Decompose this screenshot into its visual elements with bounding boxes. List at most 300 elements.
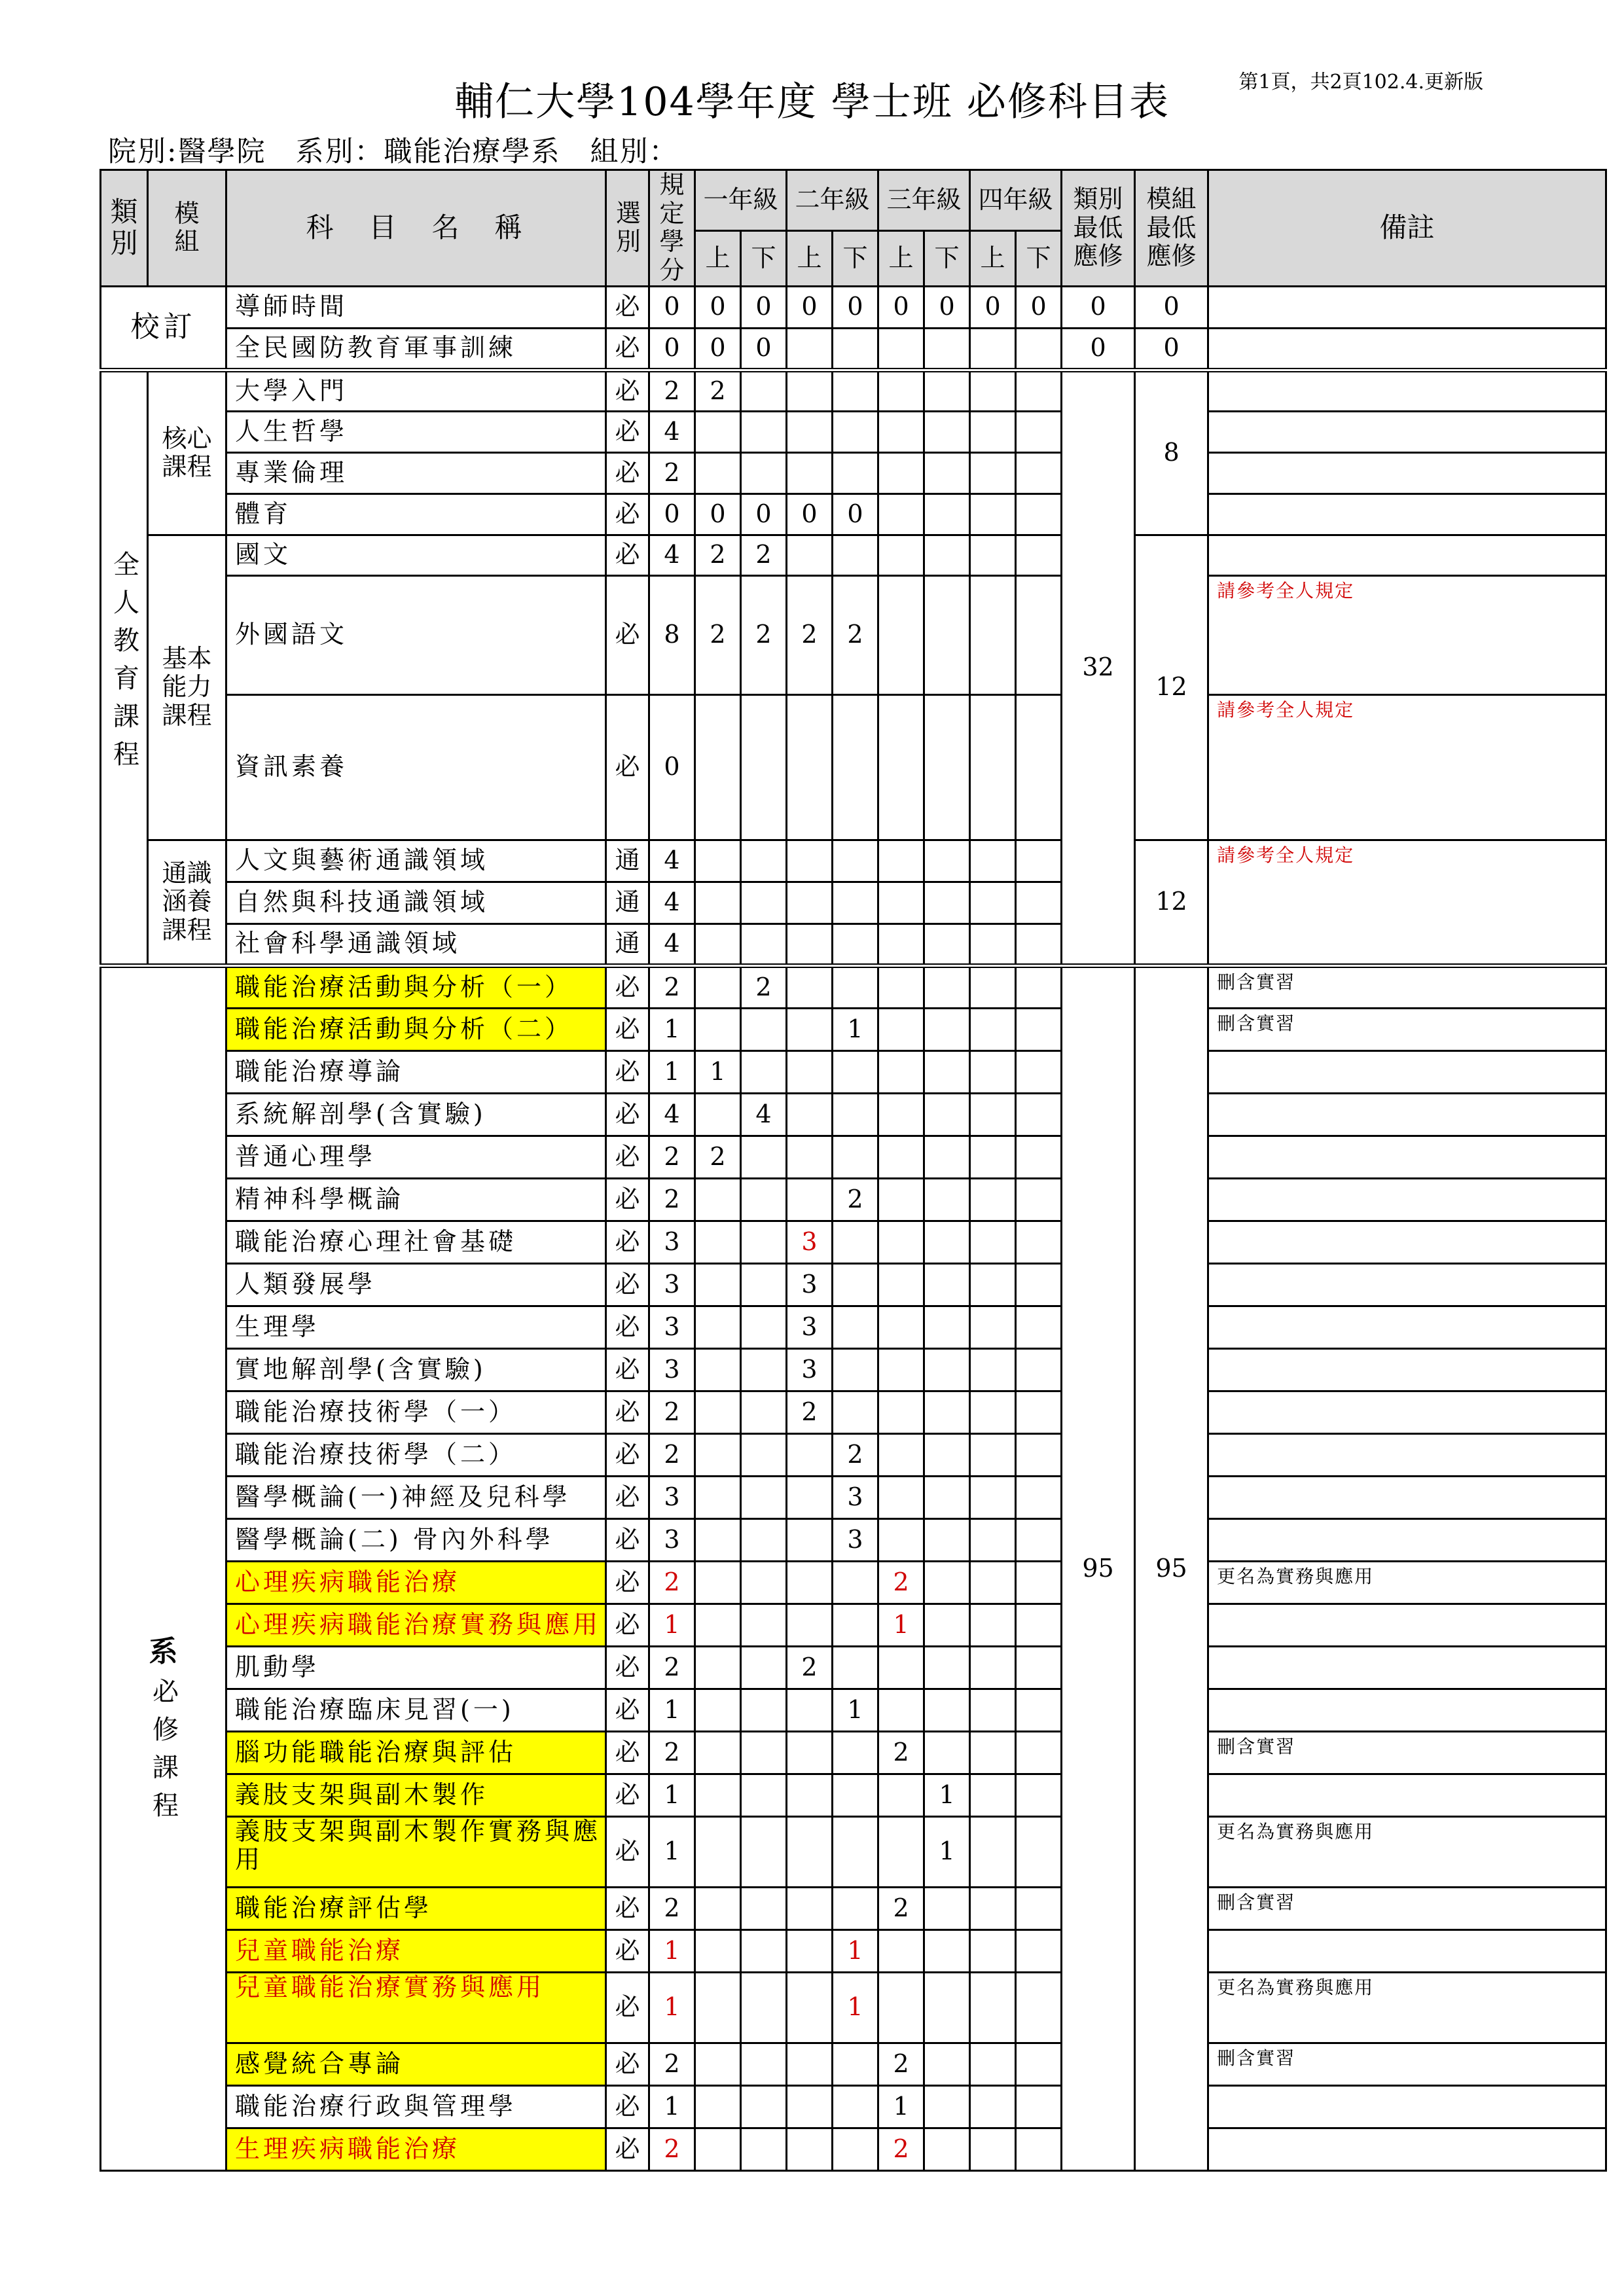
semester-7 [970, 1731, 1016, 1774]
course-credits: 2 [649, 452, 695, 493]
remark: 請參考全人規定 [1208, 694, 1606, 840]
semester-5: 2 [878, 2043, 924, 2085]
semester-8 [1016, 924, 1062, 965]
semester-8 [1016, 2085, 1062, 2128]
remark [1208, 1391, 1606, 1433]
semester-1: 2 [695, 535, 741, 575]
semester-6 [924, 1887, 970, 1929]
semester-8 [1016, 1093, 1062, 1136]
semester-4 [833, 1050, 878, 1093]
semester-3 [787, 840, 833, 882]
semester-1 [695, 1561, 741, 1604]
semester-4 [833, 1306, 878, 1348]
table-row [101, 1972, 1606, 2043]
semester-7 [970, 1476, 1016, 1518]
semester-5: 2 [878, 1561, 924, 1604]
semester-3 [787, 328, 833, 370]
semester-7 [970, 2043, 1016, 2085]
course-type: 必 [606, 1178, 649, 1221]
semester-5 [878, 1433, 924, 1476]
semester-8 [1016, 1646, 1062, 1689]
table-row [101, 1929, 1606, 1972]
semester-5 [878, 452, 924, 493]
semester-1 [695, 1476, 741, 1518]
semester-4: 3 [833, 1518, 878, 1561]
course-credits: 0 [649, 694, 695, 840]
table-row [101, 2043, 1606, 2085]
section-general-label: 全人教育課程 [109, 550, 139, 779]
semester-6 [924, 1348, 970, 1391]
course-credits: 1 [649, 1050, 695, 1093]
semester-8 [1016, 1008, 1062, 1050]
semester-8 [1016, 1561, 1062, 1604]
semester-6 [924, 694, 970, 840]
semester-5 [878, 1518, 924, 1561]
course-type: 必 [606, 575, 649, 694]
course-name: 人類發展學 [226, 1263, 606, 1306]
semester-7 [970, 1972, 1016, 2043]
remark [1208, 1929, 1606, 1972]
semester-6 [924, 493, 970, 535]
category-min: 0 [1062, 328, 1135, 370]
course-type: 必 [606, 1887, 649, 1929]
category-min: 95 [1062, 965, 1135, 2170]
course-type: 必 [606, 1306, 649, 1348]
course-credits: 3 [649, 1263, 695, 1306]
module-min: 0 [1135, 328, 1208, 370]
page-title: 輔仁大學104學年度 學士班 必修科目表 [454, 79, 1170, 125]
semester-1 [695, 1929, 741, 1972]
course-credits: 4 [649, 924, 695, 965]
semester-7 [970, 452, 1016, 493]
semester-5 [878, 965, 924, 1008]
semester-4: 3 [833, 1476, 878, 1518]
semester-6 [924, 370, 970, 411]
semester-4 [833, 370, 878, 411]
course-credits: 4 [649, 882, 695, 924]
course-name: 大學入門 [226, 370, 606, 411]
course-name: 導師時間 [226, 286, 606, 328]
remark [1208, 328, 1606, 370]
semester-1 [695, 1689, 741, 1731]
semester-7 [970, 882, 1016, 924]
course-type: 必 [606, 1518, 649, 1561]
course-credits: 0 [649, 493, 695, 535]
semester-1 [695, 1604, 741, 1646]
semester-2 [741, 1476, 787, 1518]
semester-1 [695, 411, 741, 452]
course-type: 必 [606, 1476, 649, 1518]
course-credits: 4 [649, 840, 695, 882]
table-row [101, 1476, 1606, 1518]
semester-6 [924, 1263, 970, 1306]
semester-5 [878, 1689, 924, 1731]
course-type: 必 [606, 411, 649, 452]
semester-6 [924, 1561, 970, 1604]
table-row [101, 575, 1606, 694]
semester-3 [787, 2043, 833, 2085]
course-name: 心理疾病職能治療 [226, 1561, 606, 1604]
semester-7 [970, 1518, 1016, 1561]
table-row [101, 535, 1606, 575]
semester-7 [970, 1178, 1016, 1221]
semester-6 [924, 2128, 970, 2170]
course-credits: 2 [649, 1646, 695, 1689]
course-credits: 2 [649, 2043, 695, 2085]
category-min: 0 [1062, 286, 1135, 328]
semester-3 [787, 1929, 833, 1972]
remark [1208, 1178, 1606, 1221]
semester-5 [878, 1093, 924, 1136]
semester-3 [787, 1604, 833, 1646]
header-mod-min: 模組最低應修 [1135, 170, 1208, 287]
remark [1208, 452, 1606, 493]
semester-2 [741, 1731, 787, 1774]
semester-6: 0 [924, 286, 970, 328]
semester-1 [695, 1263, 741, 1306]
semester-2 [741, 411, 787, 452]
semester-3: 0 [787, 493, 833, 535]
semester-3 [787, 1476, 833, 1518]
semester-1 [695, 1887, 741, 1929]
table-row [101, 1433, 1606, 1476]
table-row [101, 1263, 1606, 1306]
semester-8 [1016, 2128, 1062, 2170]
semester-7 [970, 535, 1016, 575]
semester-4 [833, 1263, 878, 1306]
course-type: 通 [606, 924, 649, 965]
semester-6 [924, 1008, 970, 1050]
course-type: 必 [606, 1221, 649, 1263]
course-type: 必 [606, 535, 649, 575]
semester-4 [833, 1816, 878, 1887]
semester-1 [695, 1433, 741, 1476]
table-row [101, 965, 1606, 1008]
course-type: 必 [606, 1774, 649, 1816]
table-row [101, 840, 1606, 882]
course-name: 資訊素養 [226, 694, 606, 840]
section-general [101, 370, 148, 965]
semester-2 [741, 1646, 787, 1689]
table-row [101, 2085, 1606, 2128]
semester-1 [695, 1816, 741, 1887]
semester-5 [878, 1178, 924, 1221]
course-name: 職能治療技術學（一） [226, 1391, 606, 1433]
semester-6 [924, 2085, 970, 2128]
table-row [101, 1689, 1606, 1731]
semester-5 [878, 1646, 924, 1689]
semester-7 [970, 1093, 1016, 1136]
remark [1208, 1136, 1606, 1178]
semester-1 [695, 1731, 741, 1774]
course-credits: 8 [649, 575, 695, 694]
course-credits: 3 [649, 1221, 695, 1263]
course-type: 必 [606, 370, 649, 411]
semester-1 [695, 2085, 741, 2128]
semester-7 [970, 575, 1016, 694]
course-type: 必 [606, 2043, 649, 2085]
semester-1 [695, 840, 741, 882]
course-type: 必 [606, 1816, 649, 1887]
semester-6: 1 [924, 1816, 970, 1887]
semester-2 [741, 1433, 787, 1476]
semester-3: 0 [787, 286, 833, 328]
remark: 更名為實務與應用 [1208, 1972, 1606, 2043]
semester-1: 0 [695, 328, 741, 370]
semester-8 [1016, 1306, 1062, 1348]
semester-3 [787, 1178, 833, 1221]
semester-2 [741, 1689, 787, 1731]
section-dept-label-first: 系 [149, 1634, 178, 1668]
semester-8 [1016, 1050, 1062, 1093]
header-elective: 選別 [606, 170, 649, 287]
semester-3 [787, 1774, 833, 1816]
table-row [101, 1221, 1606, 1263]
course-type: 必 [606, 1391, 649, 1433]
semester-6 [924, 2043, 970, 2085]
semester-2 [741, 1050, 787, 1093]
course-credits: 4 [649, 535, 695, 575]
table-row [101, 1136, 1606, 1178]
semester-6 [924, 882, 970, 924]
course-type: 必 [606, 2128, 649, 2170]
semester-4: 0 [833, 493, 878, 535]
course-name: 職能治療評估學 [226, 1887, 606, 1929]
semester-8 [1016, 575, 1062, 694]
remark [1208, 1689, 1606, 1731]
table-row [101, 1050, 1606, 1093]
semester-2: 0 [741, 286, 787, 328]
semester-6 [924, 1093, 970, 1136]
remark [1208, 370, 1606, 411]
semester-2 [741, 694, 787, 840]
semester-6 [924, 1604, 970, 1646]
semester-4 [833, 1604, 878, 1646]
semester-4: 0 [833, 286, 878, 328]
semester-4 [833, 1221, 878, 1263]
table-row [101, 1093, 1606, 1136]
semester-6 [924, 924, 970, 965]
course-name: 體育 [226, 493, 606, 535]
course-credits: 2 [649, 1731, 695, 1774]
course-name: 職能治療活動與分析（二） [226, 1008, 606, 1050]
semester-4 [833, 1887, 878, 1929]
course-name: 職能治療技術學（二） [226, 1433, 606, 1476]
semester-5 [878, 1391, 924, 1433]
semester-4 [833, 1391, 878, 1433]
semester-2 [741, 1887, 787, 1929]
semester-4 [833, 328, 878, 370]
remark [1208, 1093, 1606, 1136]
semester-5: 2 [878, 1887, 924, 1929]
remark: 刪含實習 [1208, 965, 1606, 1008]
semester-6 [924, 1391, 970, 1433]
table-row [101, 1306, 1606, 1348]
semester-6 [924, 1518, 970, 1561]
semester-4 [833, 452, 878, 493]
course-name: 生理學 [226, 1306, 606, 1348]
remark [1208, 2085, 1606, 2128]
semester-5 [878, 575, 924, 694]
header-remarks: 備註 [1208, 170, 1606, 287]
course-type: 必 [606, 1136, 649, 1178]
semester-6 [924, 1476, 970, 1518]
semester-7 [970, 1887, 1016, 1929]
module-min: 12 [1135, 840, 1208, 965]
semester-5 [878, 535, 924, 575]
semester-2 [741, 1221, 787, 1263]
semester-7 [970, 493, 1016, 535]
remark [1208, 1221, 1606, 1263]
semester-8 [1016, 840, 1062, 882]
course-type: 必 [606, 1604, 649, 1646]
semester-6 [924, 1178, 970, 1221]
course-type: 必 [606, 1008, 649, 1050]
semester-3 [787, 2085, 833, 2128]
course-credits: 2 [649, 1887, 695, 1929]
semester-2 [741, 924, 787, 965]
header-course-name: 科 目 名 稱 [226, 170, 606, 287]
semester-3 [787, 1887, 833, 1929]
header-semester-up: 上 [970, 230, 1016, 286]
semester-5: 2 [878, 1731, 924, 1774]
course-credits: 4 [649, 411, 695, 452]
course-name: 職能治療行政與管理學 [226, 2085, 606, 2128]
semester-1: 0 [695, 493, 741, 535]
semester-7 [970, 1008, 1016, 1050]
table-row [101, 2128, 1606, 2170]
semester-5 [878, 1263, 924, 1306]
semester-7 [970, 1433, 1016, 1476]
semester-2 [741, 1561, 787, 1604]
course-name: 職能治療活動與分析（一） [226, 965, 606, 1008]
remark: 刪含實習 [1208, 1008, 1606, 1050]
semester-1 [695, 694, 741, 840]
header-year2: 二年級 [787, 170, 878, 231]
module-min: 0 [1135, 286, 1208, 328]
course-credits: 2 [649, 1433, 695, 1476]
semester-7 [970, 1561, 1016, 1604]
course-credits: 3 [649, 1306, 695, 1348]
semester-4: 2 [833, 575, 878, 694]
semester-1: 2 [695, 370, 741, 411]
semester-7 [970, 1050, 1016, 1093]
semester-3 [787, 1433, 833, 1476]
semester-6 [924, 575, 970, 694]
semester-8 [1016, 1221, 1062, 1263]
semester-2: 4 [741, 1093, 787, 1136]
semester-2 [741, 370, 787, 411]
module-basic: 基本能力課程 [148, 535, 226, 840]
semester-4 [833, 2043, 878, 2085]
table-row [101, 1348, 1606, 1391]
semester-2 [741, 1929, 787, 1972]
semester-3 [787, 924, 833, 965]
header-semester-up: 上 [878, 230, 924, 286]
table-row [101, 1178, 1606, 1221]
table-row [101, 1774, 1606, 1816]
semester-8 [1016, 1391, 1062, 1433]
module-core: 核心課程 [148, 370, 226, 535]
semester-8 [1016, 452, 1062, 493]
semester-3 [787, 1050, 833, 1093]
semester-1: 0 [695, 286, 741, 328]
course-name: 實地解剖學(含實驗) [226, 1348, 606, 1391]
category-min: 32 [1062, 370, 1135, 965]
course-credits: 0 [649, 328, 695, 370]
semester-6 [924, 1050, 970, 1093]
semester-4 [833, 1731, 878, 1774]
semester-7 [970, 1646, 1016, 1689]
semester-5 [878, 1929, 924, 1972]
course-name: 義肢支架與副木製作實務與應用 [226, 1816, 606, 1887]
semester-1 [695, 452, 741, 493]
course-credits: 1 [649, 1816, 695, 1887]
semester-4: 2 [833, 1433, 878, 1476]
course-type: 必 [606, 1972, 649, 2043]
table-row [101, 286, 1606, 328]
semester-1 [695, 1774, 741, 1816]
semester-1 [695, 1646, 741, 1689]
course-type: 必 [606, 1689, 649, 1731]
course-name: 兒童職能治療 [226, 1929, 606, 1972]
semester-7 [970, 1604, 1016, 1646]
course-name: 人生哲學 [226, 411, 606, 452]
semester-7 [970, 694, 1016, 840]
semester-4 [833, 411, 878, 452]
semester-1 [695, 1348, 741, 1391]
semester-8 [1016, 1476, 1062, 1518]
semester-7 [970, 965, 1016, 1008]
semester-4 [833, 2085, 878, 2128]
semester-4 [833, 1136, 878, 1178]
remark [1208, 1646, 1606, 1689]
semester-5 [878, 1306, 924, 1348]
header-semester-down: 下 [1016, 230, 1062, 286]
section-dept-label-rest: 必修課程 [148, 1677, 179, 1830]
remark [1208, 1348, 1606, 1391]
semester-2 [741, 1972, 787, 2043]
remark: 更名為實務與應用 [1208, 1561, 1606, 1604]
section-revision: 校訂 [101, 286, 226, 370]
semester-7 [970, 1816, 1016, 1887]
remark [1208, 493, 1606, 535]
course-credits: 2 [649, 965, 695, 1008]
course-credits: 2 [649, 1178, 695, 1221]
course-name: 國文 [226, 535, 606, 575]
semester-3 [787, 2128, 833, 2170]
course-credits: 4 [649, 1093, 695, 1136]
semester-1 [695, 1391, 741, 1433]
remark: 請參考全人規定 [1208, 840, 1606, 965]
semester-4 [833, 1093, 878, 1136]
course-name: 專業倫理 [226, 452, 606, 493]
semester-3: 3 [787, 1221, 833, 1263]
semester-1 [695, 965, 741, 1008]
semester-3 [787, 411, 833, 452]
remark: 請參考全人規定 [1208, 575, 1606, 694]
course-name: 社會科學通識領域 [226, 924, 606, 965]
semester-8 [1016, 1348, 1062, 1391]
course-credits: 1 [649, 1929, 695, 1972]
semester-6: 1 [924, 1774, 970, 1816]
semester-8 [1016, 1433, 1062, 1476]
semester-3 [787, 1561, 833, 1604]
table-row [101, 1731, 1606, 1774]
semester-6 [924, 1929, 970, 1972]
course-name: 肌動學 [226, 1646, 606, 1689]
semester-5 [878, 1348, 924, 1391]
